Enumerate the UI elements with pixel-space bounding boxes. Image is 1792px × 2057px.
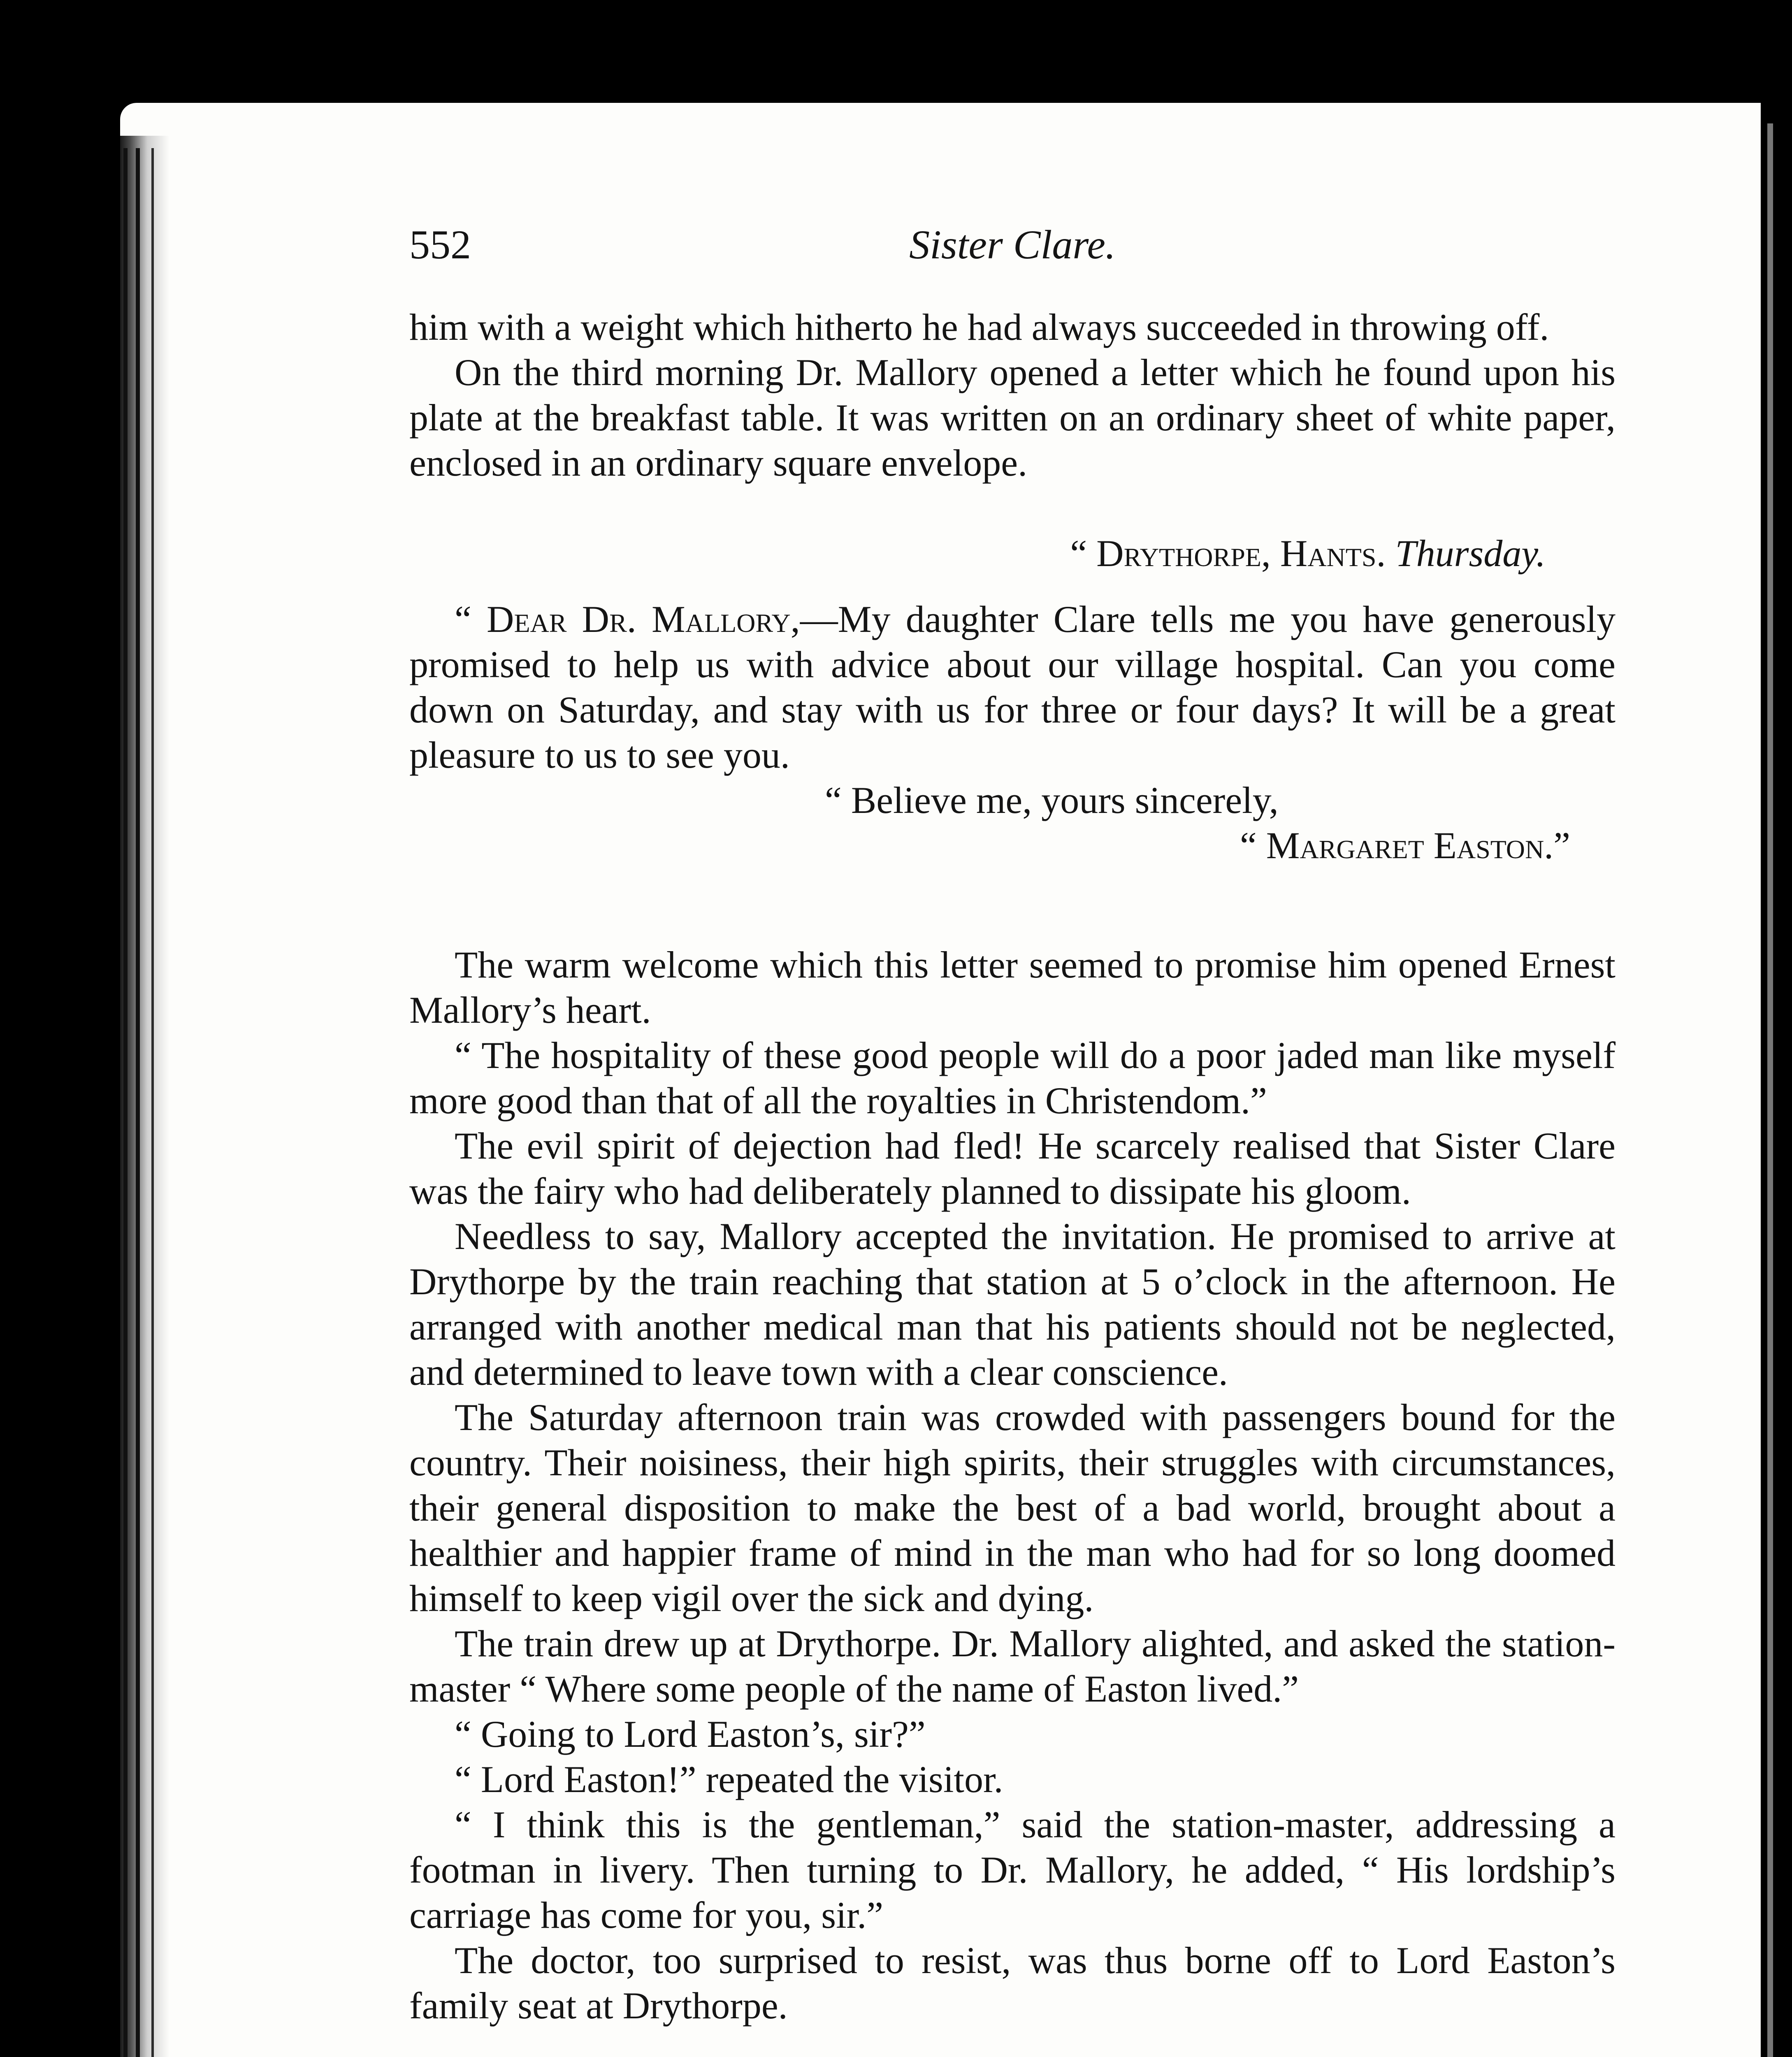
spine-edge-line: [136, 148, 140, 2057]
paragraph: him with a weight which hitherto he had always succeeded in throwing off.: [409, 306, 1549, 348]
running-title: Sister Clare.: [909, 222, 1116, 267]
paragraph: “ Lord Easton!” repeated the visitor.: [455, 1758, 1003, 1800]
paragraph: The train drew up at Drythorpe. Dr. Mallory alighted, and asked the station-master “ Where some people of the name of Easton lived.”: [409, 1623, 1616, 1710]
running-head: [409, 214, 1616, 280]
letter-signature: “ Margaret Easton.”: [1240, 824, 1570, 866]
letter-salutation: “ Dear Dr. Mallory,: [455, 598, 800, 640]
letter-date: Thursday.: [1395, 532, 1546, 574]
page-content: [409, 214, 1616, 2028]
paragraph: “ Going to Lord Easton’s, sir?”: [455, 1713, 926, 1755]
right-page-edge: [1761, 103, 1792, 2057]
section-gap: [409, 868, 1616, 942]
letter-place: “ Drythorpe, Hants.: [1070, 532, 1386, 574]
spine-edge-line: [151, 148, 154, 2057]
paragraph: The doctor, too surprised to resist, was thus borne off to Lord Easton’s family seat at Drythorpe.: [409, 1939, 1616, 2027]
paragraph: The Saturday afternoon train was crowded with passengers bound for the country. Their noisiness, their high spirits, their struggles with circumstances, their general disposition to make the best of a bad world, brought about a healthier and happier frame of mind in the man who had for so long doomed himself to keep vigil over the sick and dying.: [409, 1396, 1616, 1619]
spine-edge-line: [123, 148, 128, 2057]
right-page-edge-strip: [1767, 123, 1773, 2057]
paragraph: On the third morning Dr. Mallory opened a letter which he found upon his plate at the breakfast table. It was written on an ordinary sheet of white paper, enclosed in an ordinary square envelope.: [409, 351, 1616, 484]
paragraph: “ The hospitality of these good people will do a poor jaded man like myself more good than that of all the royalties in Christendom.”: [409, 1034, 1616, 1121]
letter-text: —My daughter Clare tells me you have generously promised to help us with advice about our village hospital. Can you come down on Saturday, and stay with us for three or four days? It will be a great pleasure to us to see you.: [409, 598, 1616, 776]
letter-closing: “ Believe me, yours sincerely,: [825, 779, 1279, 821]
spine-shadow: [120, 136, 169, 2057]
letter-body: [409, 597, 1616, 778]
letter-heading: [409, 531, 1616, 576]
paragraph: The warm welcome which this letter seemed to promise him opened Ernest Mallory’s heart.: [409, 944, 1616, 1031]
paragraph: “ I think this is the gentleman,” said the station-master, addressing a footman in livery. Then turning to Dr. Mallory, he added, “ His lordship’s carriage has come for you, sir.”: [409, 1804, 1616, 1936]
paragraph: The evil spirit of dejection had fled! He scarcely realised that Sister Clare was the fairy who had deliberately planned to dissipate his gloom.: [409, 1125, 1616, 1212]
paragraph: Needless to say, Mallory accepted the invitation. He promised to arrive at Drythorpe by the train reaching that station at 5 o’clock in the afternoon. He arranged with another medical man that his patients should not be neglected, and determined to leave town with a clear conscience.: [409, 1215, 1616, 1393]
page-number: 552: [409, 222, 471, 267]
